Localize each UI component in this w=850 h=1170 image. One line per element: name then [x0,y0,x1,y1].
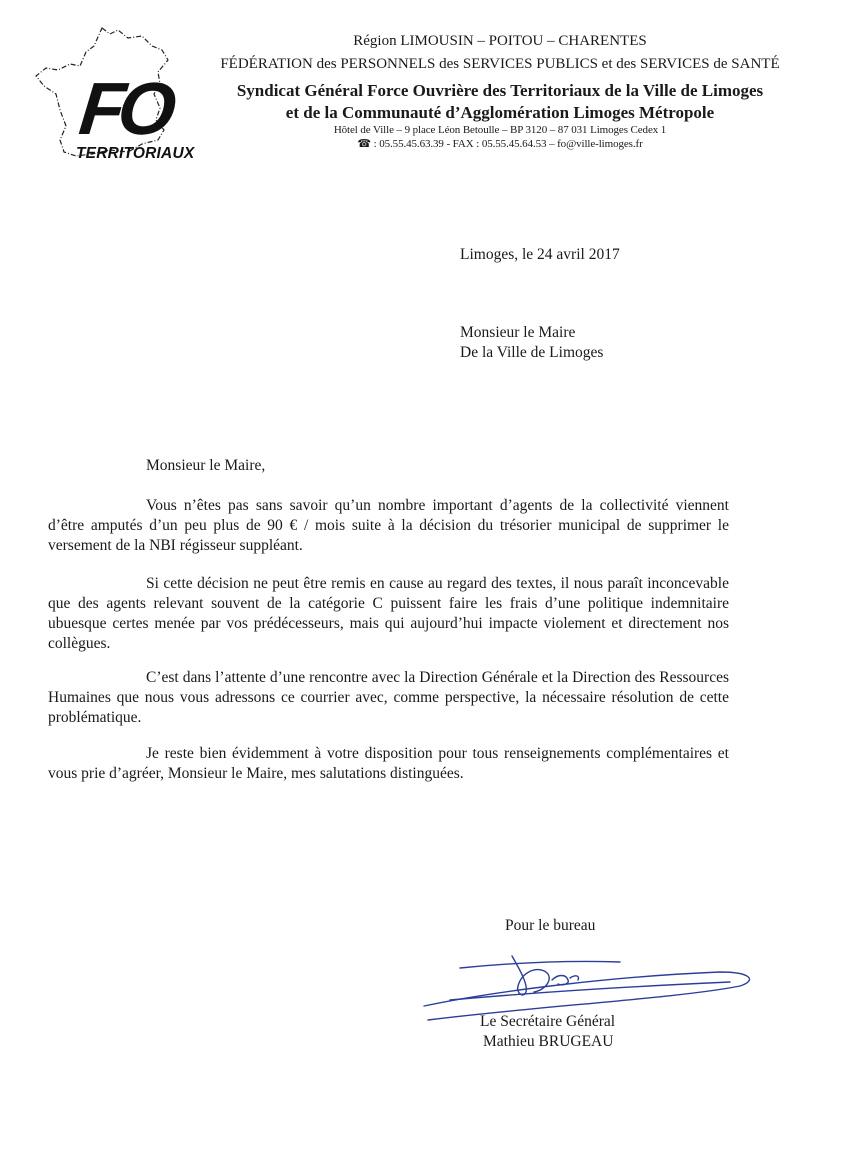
body-paragraph: C’est dans l’attente d’une rencontre avec la Direction Générale et la Direction des Ressources Humaines que nous vous adressons ce courrier avec, comme perspective, la nécessaire résolution de cette problématique. [48,669,729,726]
letterhead-contact [160,139,840,150]
letter-closing: Pour le bureau [505,917,596,934]
recipient-line: De la Ville de Limoges [460,344,604,361]
letterhead-communaute: et de la Communauté d’Agglomération Limoges Métropole [285,103,715,122]
letterhead-federation: FÉDÉRATION des PERSONNELS des SERVICES PUBLICS et des SERVICES de SANTÉ [220,56,780,72]
recipient-line: Monsieur le Maire [460,324,576,341]
signatory-title: Le Secrétaire Général [480,1013,616,1030]
body-paragraph: Je reste bien évidemment à votre disposition pour tous renseignements complémentaires et vous prie d’agréer, Monsieur le Maire, mes salutations distinguées. [48,745,729,782]
signatory-name: Mathieu BRUGEAU [483,1033,614,1050]
logo-fo-mark: FO [75,67,174,150]
letter-date: Limoges, le 24 avril 2017 [460,246,620,263]
letterhead-region: Région LIMOUSIN – POITOU – CHARENTES [353,33,647,49]
letterhead-syndicat: Syndicat Général Force Ouvrière des Territoriaux de la Ville de Limoges [236,81,764,100]
letterhead-contact-text: : 05.55.45.63.39 - FAX : 05.55.45.64.53 – fo@ville-limoges.fr [373,138,643,150]
letter-salutation: Monsieur le Maire, [146,457,266,474]
telephone-icon: ☎ [357,138,371,150]
letter-recipient [460,323,603,363]
logo-subtitle: TERRITORIAUX [76,145,195,162]
body-paragraph: Vous n’êtes pas sans savoir qu’un nombre important d’agents de la collectivité viennent d’être amputés d’un peu plus de 90 € / mois suite à la décision du trésorier municipal de supprimer le versement de la NBI régisseur suppléant. [48,497,729,554]
letterhead-address: Hôtel de Ville – 9 place Léon Betoulle – BP 3120 – 87 031 Limoges Cedex 1 [333,124,667,136]
body-paragraph: Si cette décision ne peut être remis en cause au regard des textes, il nous paraît inconcevable que des agents relevant souvent de la catégorie C puissent faire les frais d’une politique indemnitaire ubuesque certes menée par vos prédécesseurs, mais qui aujourd’hui impacte violement et directement nos collègues. [48,575,729,652]
